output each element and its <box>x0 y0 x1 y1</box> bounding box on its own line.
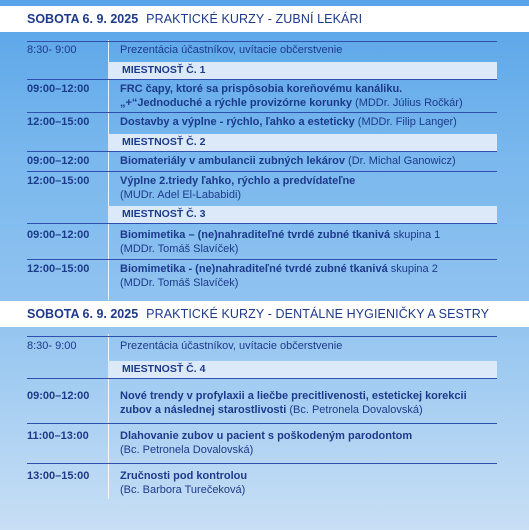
session-title-text: Dostavby a výplne - rýchlo, ľahko a esteticky <box>120 116 355 128</box>
session-time: 12:00–15:00 <box>27 263 90 275</box>
session-title-text: FRC čapy, ktoré sa prispôsobia koreňovému kanáliku. <box>120 83 403 95</box>
separator <box>27 79 497 80</box>
speaker-name: (Bc. Petronela Dovalovská) <box>286 404 423 416</box>
session-title <box>120 155 456 167</box>
session-title-line2 <box>120 97 463 109</box>
separator <box>27 171 497 172</box>
speaker-name: (MDDr. Tomáš Slavíček) <box>120 243 239 255</box>
speaker-name: (Dr. Michal Ganowicz) <box>344 155 456 167</box>
session-title-text: Dlahovanie zubov u pacient s poškodeným parodontom <box>120 430 413 442</box>
session-title <box>120 430 412 442</box>
session-title-text: Výplne 2.triedy ľahko, rýchlo a predvídateľne <box>120 175 356 187</box>
separator <box>27 423 497 424</box>
session-time: 11:00–13:00 <box>27 430 89 442</box>
speaker-line <box>120 243 238 255</box>
session-title <box>120 116 457 128</box>
intro-time: 8:30- 9:00 <box>27 44 77 56</box>
session-time: 09:00–12:00 <box>27 390 90 402</box>
speaker-line <box>120 277 238 289</box>
section1-title: PRAKTICKÉ KURZY - ZUBNÍ LEKÁRI <box>146 12 363 26</box>
speaker-line <box>120 189 241 201</box>
session-time: 12:00–15:00 <box>27 175 90 187</box>
section2-title: PRAKTICKÉ KURZY - DENTÁLNE HYGIENIČKY A SESTRY <box>146 307 490 321</box>
section2-header <box>0 301 529 327</box>
separator <box>27 336 497 337</box>
intro-time: 8:30- 9:00 <box>27 340 77 352</box>
session-time: 12:00–15:00 <box>27 116 90 128</box>
speaker-name: (MUDr. Adel El-Lababidi) <box>120 189 242 201</box>
session-title-text: Nové trendy v profylaxii a liečbe precitlivenosti, estetickej korekcii <box>120 390 467 402</box>
session-title-text: Biomimetika - (ne)nahraditeľné tvrdé zubné tkanivá <box>120 263 388 275</box>
session-time: 13:00–15:00 <box>27 470 90 482</box>
session-title-text: Biomimetika – (ne)nahraditeľné tvrdé zubné tkanivá <box>120 229 391 241</box>
separator <box>27 223 497 224</box>
session-title-text: Biomateriály v ambulancii zubných lekárov <box>120 155 345 167</box>
session-title <box>120 175 355 187</box>
section2-divider-line <box>108 334 109 499</box>
session-title-line2 <box>120 404 423 416</box>
speaker-line <box>120 444 253 456</box>
separator <box>27 151 497 152</box>
room-1-label: MIESTNOSŤ Č. 1 <box>108 62 497 79</box>
session-time: 09:00–12:00 <box>27 155 90 167</box>
session-title <box>120 470 247 482</box>
session-title <box>120 229 440 241</box>
separator <box>27 378 497 379</box>
speaker-line <box>120 484 245 496</box>
room-4-label: MIESTNOSŤ Č. 4 <box>108 361 497 378</box>
room-3-label: MIESTNOSŤ Č. 3 <box>108 206 497 223</box>
group-label: skupina 1 <box>390 229 441 241</box>
session-title <box>120 83 402 95</box>
speaker-name: (MDDr. Tomáš Slavíček) <box>120 277 239 289</box>
section1-header <box>0 6 529 32</box>
session-title-text: „+“Jednoduché a rýchle provizórne korunky <box>120 97 352 109</box>
separator <box>27 463 497 464</box>
intro-text: Prezentácia účastníkov, uvítacie občerstvenie <box>120 44 343 56</box>
speaker-name: (MDDr. Július Ročkár) <box>351 97 463 109</box>
session-title-text: zubov a následnej starostlivosti <box>120 404 287 416</box>
speaker-name: (Bc. Petronela Dovalovská) <box>120 444 254 456</box>
intro-text: Prezentácia účastníkov, uvítacie občerstvenie <box>120 340 343 352</box>
separator <box>27 259 497 260</box>
room-2-label: MIESTNOSŤ Č. 2 <box>108 134 497 151</box>
speaker-name: (Bc. Barbora Turečeková) <box>120 484 246 496</box>
section1-date: SOBOTA 6. 9. 2025 <box>27 12 139 26</box>
session-title <box>120 390 467 402</box>
section2-date: SOBOTA 6. 9. 2025 <box>27 307 139 321</box>
speaker-name: (MDDr. Filip Langer) <box>354 116 457 128</box>
separator <box>27 41 497 42</box>
session-time: 09:00–12:00 <box>27 83 90 95</box>
group-label: skupina 2 <box>387 263 438 275</box>
session-time: 09:00–12:00 <box>27 229 90 241</box>
separator <box>27 112 497 113</box>
session-title-text: Zručnosti pod kontrolou <box>120 470 248 482</box>
session-title <box>120 263 438 275</box>
